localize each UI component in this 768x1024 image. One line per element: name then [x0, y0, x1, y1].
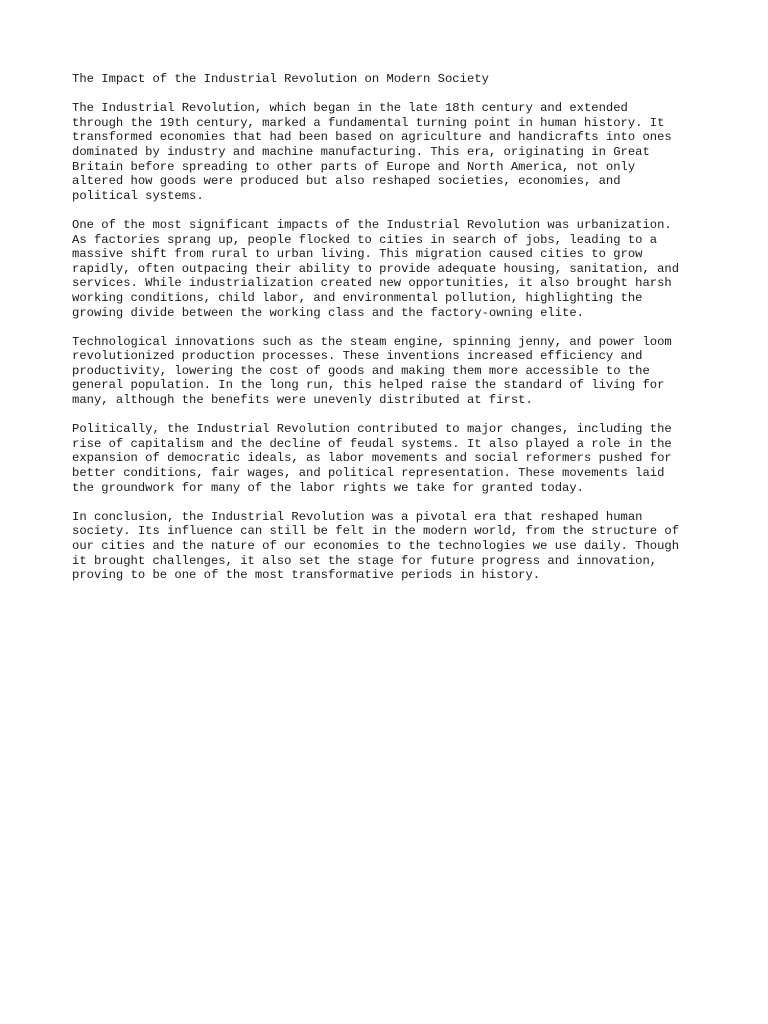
text-line: society. Its influence can still be felt in the modern world, from the structure of: [72, 524, 680, 539]
paragraph-2: [72, 218, 712, 320]
document-page: [72, 72, 712, 597]
paragraph-5: [72, 510, 712, 583]
paragraph-1: [72, 101, 712, 203]
text-line: altered how goods were produced but also reshaped societies, economies, and: [72, 174, 621, 189]
paragraph-3: [72, 335, 712, 408]
text-line: dominated by industry and machine manufacturing. This era, originating in Great: [72, 144, 650, 159]
text-line: the groundwork for many of the labor rights we take for granted today.: [72, 480, 584, 495]
text-line: our cities and the nature of our economies to the technologies we use daily. Though: [72, 539, 680, 553]
text-line: it brought challenges, it also set the stage for future progress and innovation,: [72, 553, 658, 568]
text-line: political systems.: [72, 188, 204, 203]
text-line: Britain before spreading to other parts of Europe and North America, not only: [72, 159, 636, 174]
text-line: working conditions, child labor, and environmental pollution, highlighting the: [72, 290, 643, 305]
text-line: As factories sprang up, people flocked to cities in search of jobs, leading to a: [72, 232, 658, 247]
text-line: revolutionized production processes. These inventions increased efficiency and: [72, 349, 643, 364]
text-line: transformed economies that had been based on agriculture and handicrafts into ones: [72, 130, 672, 145]
text-line: through the 19th century, marked a fundamental turning point in human history. It: [72, 115, 665, 130]
text-line: rise of capitalism and the decline of feudal systems. It also played a role in the: [72, 436, 672, 451]
text-line: productivity, lowering the cost of goods and making them more accessible to the: [72, 363, 650, 378]
text-line: many, although the benefits were unevenly distributed at first.: [72, 393, 533, 408]
text-line: growing divide between the working class and the factory-owning elite.: [72, 305, 584, 320]
paragraph-4: [72, 422, 712, 495]
document-title: The Impact of the Industrial Revolution on Modern Society: [72, 72, 489, 86]
text-line: services. While industrialization created new opportunities, it also brought harsh: [72, 276, 672, 291]
text-line: One of the most significant impacts of the Industrial Revolution was urbanization.: [72, 217, 672, 232]
text-line: Technological innovations such as the steam engine, spinning jenny, and power loom: [72, 334, 672, 349]
text-line: The Industrial Revolution, which began in the late 18th century and extended: [72, 101, 628, 116]
text-line: massive shift from rural to urban living. This migration caused cities to grow: [72, 247, 643, 262]
text-line: In conclusion, the Industrial Revolution was a pivotal era that reshaped human: [72, 509, 643, 524]
text-line: proving to be one of the most transformative periods in history.: [72, 568, 541, 583]
text-line: expansion of democratic ideals, as labor movements and social reformers pushed for: [72, 451, 672, 466]
text-line: better conditions, fair wages, and political representation. These movements laid: [72, 466, 665, 481]
text-line: rapidly, often outpacing their ability to provide adequate housing, sanitation, and: [72, 261, 680, 276]
text-line: general population. In the long run, this helped raise the standard of living for: [72, 378, 665, 393]
text-line: Politically, the Industrial Revolution contributed to major changes, including the: [72, 422, 672, 437]
